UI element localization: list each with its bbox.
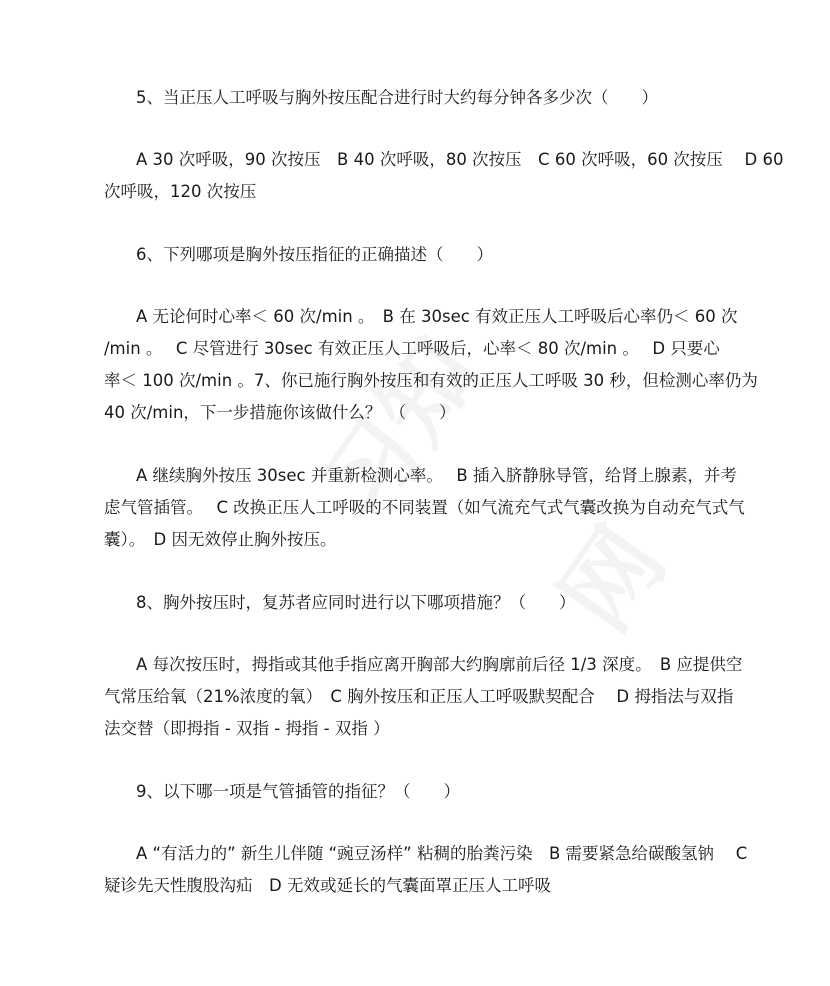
question-6-title: 6、下列哪项是胸外按压指征的正确描述（ ） — [136, 245, 493, 264]
question-9-options-line-1: A “有活力的” 新生儿伴随 “豌豆汤样” 粘稠的胎粪污染 B 需要紧急给碳酸氢钠 C — [136, 844, 748, 863]
watermark-logo — [219, 249, 581, 611]
question-7-line: 40 次/min，下一步措施你该做什么？ （ ） — [104, 403, 456, 422]
question-5-options-line-1: A 30 次呼吸，90 次按压 B 40 次呼吸，80 次按压 C 60 次呼吸，60 次按压 D 60 — [136, 150, 784, 169]
question-8-options-line-2: 气常压给氧（21%浓度的氧） C 胸外按压和正压人工呼吸默契配合 D 拇指法与双指 — [104, 687, 734, 706]
question-7-options-line-3: 囊）。 D 因无效停止胸外按压。 — [104, 530, 337, 549]
question-9-options-line-2: 疑诊先天性腹股沟疝 D 无效或延长的气囊面罩正压人工呼吸 — [104, 876, 551, 895]
question-9-title: 9、以下哪一项是气管插管的指征？（ ） — [136, 782, 460, 801]
question-7-options-line-2: 虑气管插管。 C 改换正压人工呼吸的不同装置（如气流充气式气囊改换为自动充气式气 — [104, 498, 745, 517]
question-7-options-line-1: A 继续胸外按压 30sec 并重新检测心率。 B 插入脐静脉导管，给肾上腺素，并考 — [136, 466, 737, 485]
question-8-options-line-3: 法交替（即拇指 - 双指 - 拇指 - 双指 ） — [104, 719, 390, 738]
question-6-options-line-1: A 无论何时心率＜ 60 次/min 。 B 在 30sec 有效正压人工呼吸后心率仍＜ 60 次 — [136, 307, 738, 326]
question-8-options-line-1: A 每次按压时，拇指或其他手指应离开胸部大约胸廓前后径 1/3 深度。 B 应提供空 — [136, 655, 743, 674]
question-8-title: 8、胸外按压时，复苏者应同时进行以下哪项措施？（ ） — [136, 593, 576, 612]
question-6-options-line-2: /min 。 C 尽管进行 30sec 有效正压人工呼吸后，心率＜ 80 次/min 。 D 只要心 — [104, 339, 720, 358]
question-5-options-line-2: 次呼吸，120 次按压 — [104, 182, 257, 201]
question-6-options-line-3: 率＜ 100 次/min 。7、你已施行胸外按压和有效的正压人工呼吸 30 秒，但检测心率仍为 — [104, 371, 758, 390]
question-5-title: 5、当正压人工呼吸与胸外按压配合进行时大约每分钟各多少次（ ） — [136, 88, 658, 107]
